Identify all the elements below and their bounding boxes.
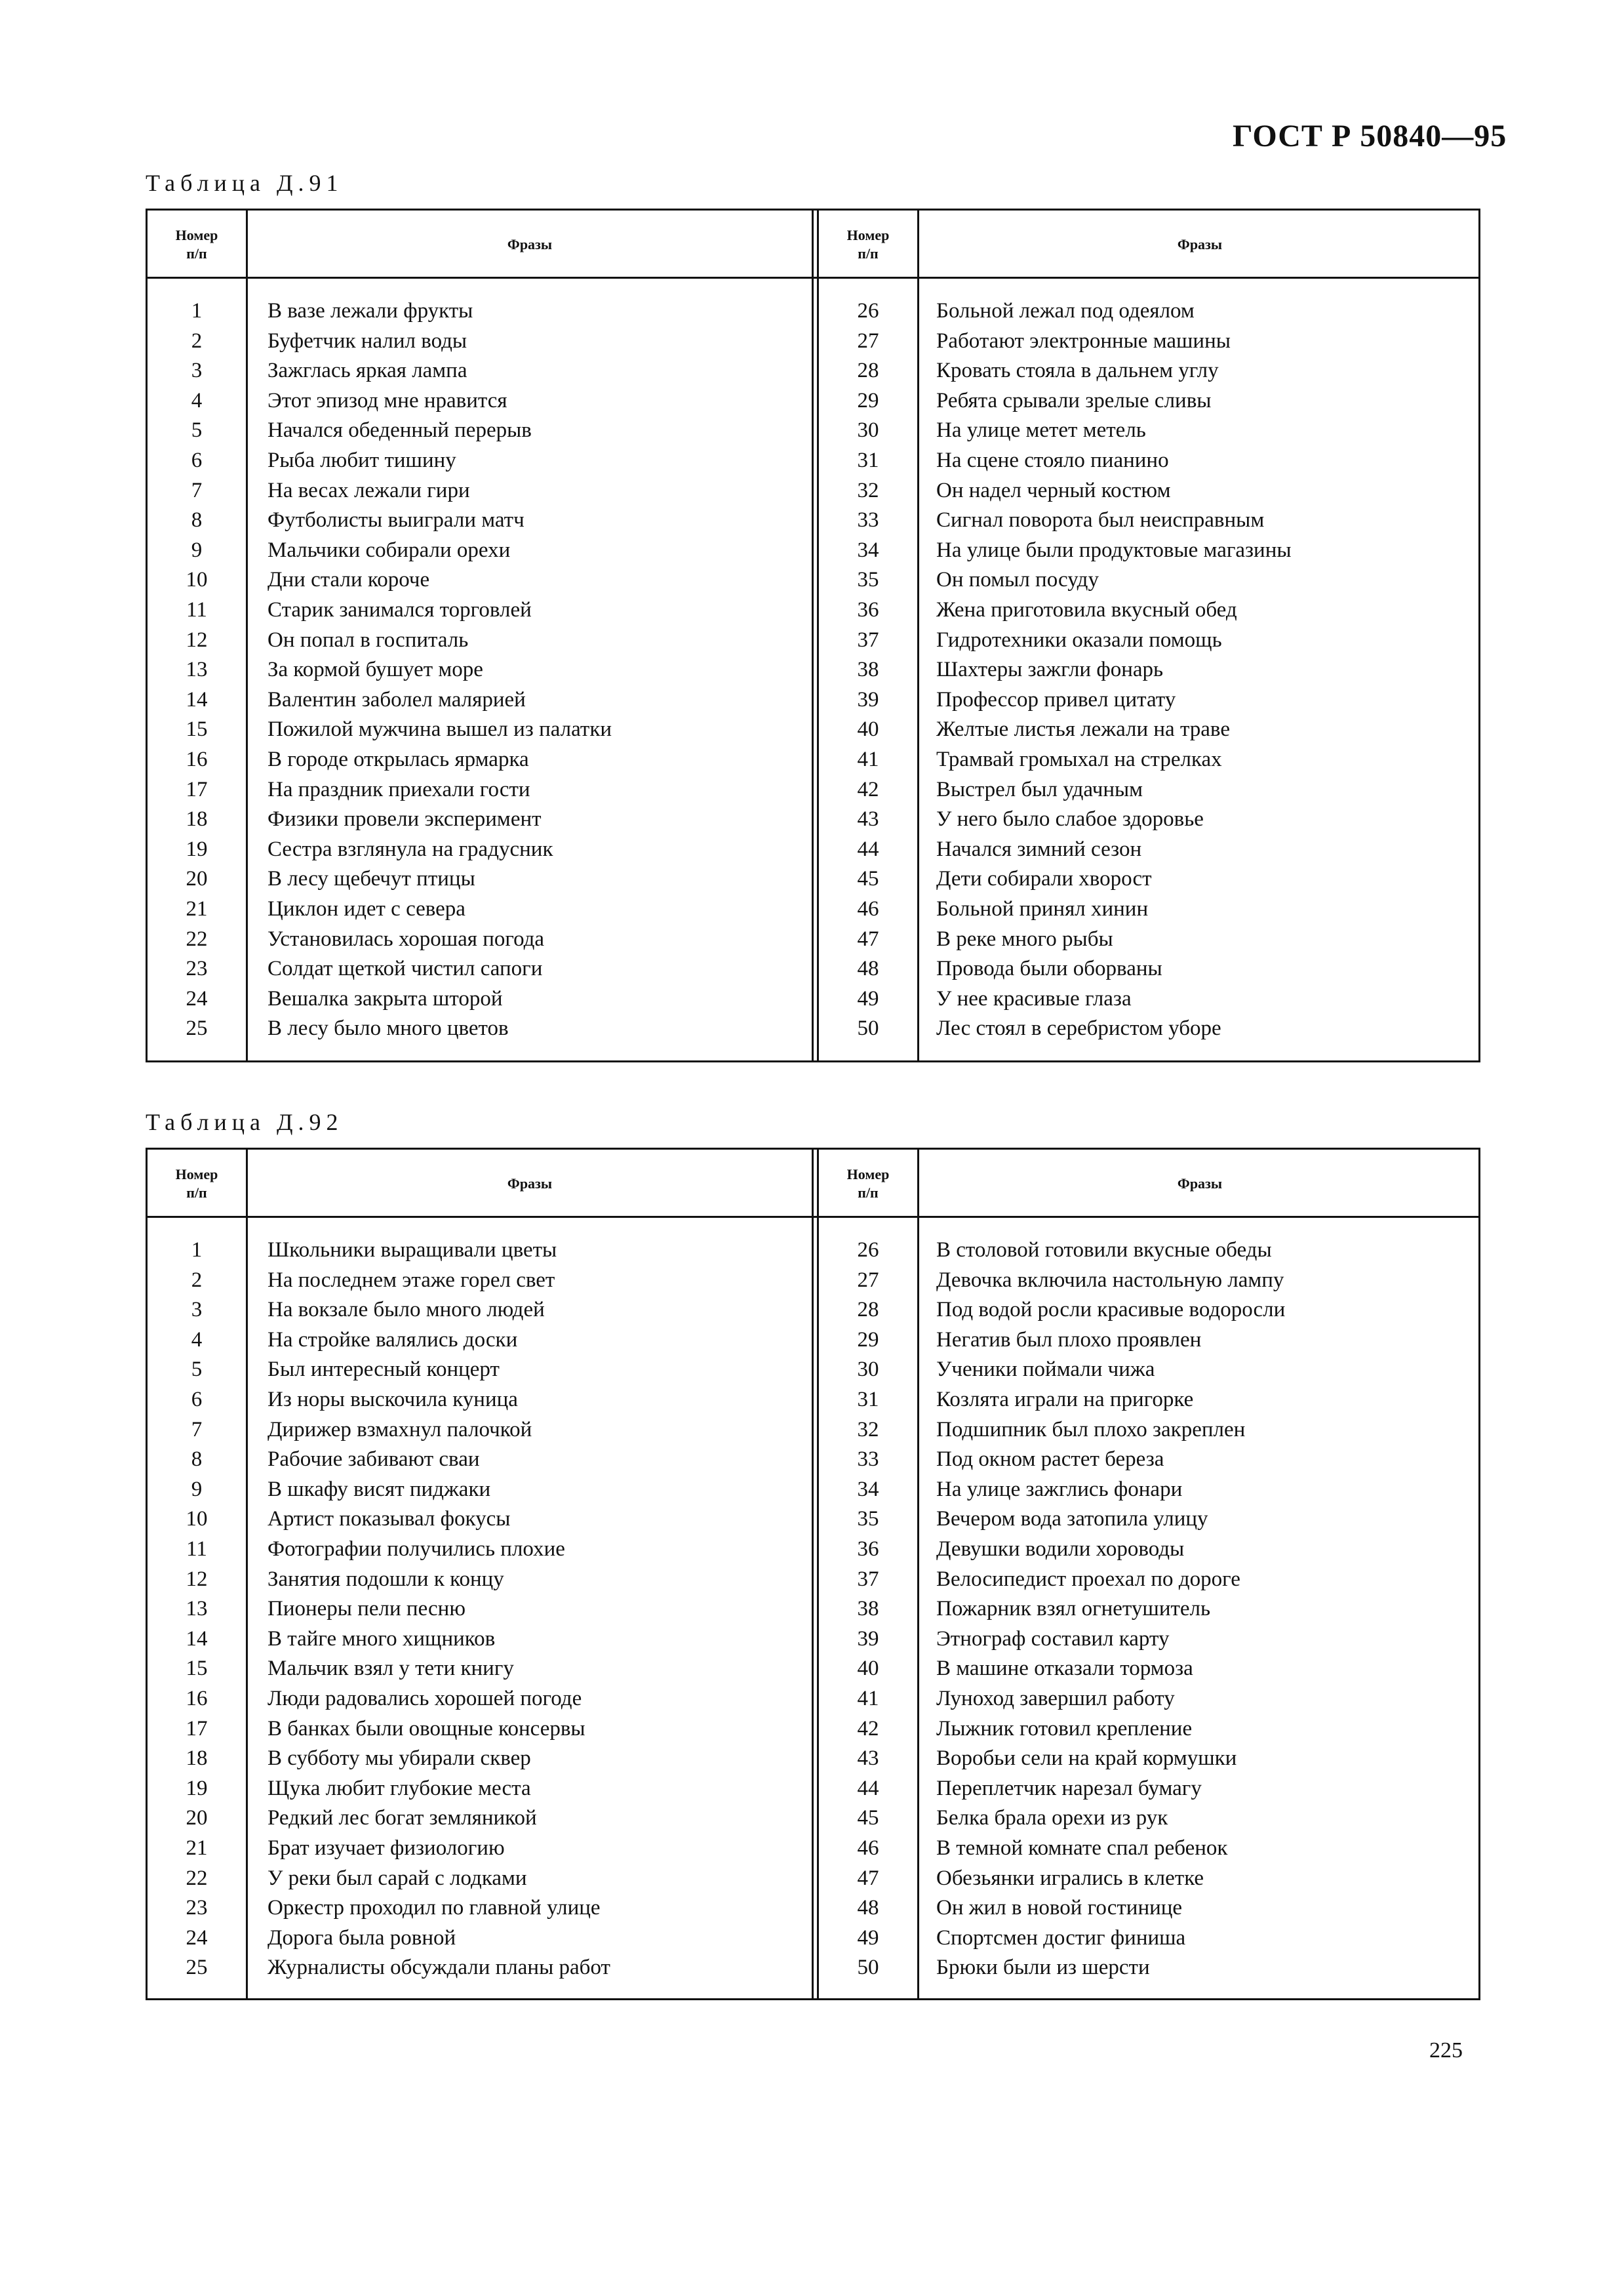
phrase-text: В лесу было много цветов: [267, 1017, 509, 1041]
table-row: [148, 1743, 1478, 1773]
table-row: [148, 864, 1478, 894]
table-row: [148, 685, 1478, 715]
phrase-text: Фотографии получились плохие: [267, 1537, 565, 1561]
table-row: [148, 834, 1478, 864]
phrase-text: Он надел черный костюм: [936, 478, 1171, 502]
row-number: 33: [857, 508, 879, 533]
row-number: 46: [857, 897, 879, 921]
row-number: 19: [186, 1776, 208, 1800]
row-number: 47: [857, 1866, 879, 1890]
row-number: 13: [186, 1597, 208, 1621]
row-number: 41: [857, 1687, 879, 1710]
table-row: [148, 924, 1478, 954]
table-row: [148, 1863, 1478, 1893]
row-number: 45: [857, 1806, 879, 1830]
phrase-text: Трамвай громыхал на стрелках: [936, 748, 1222, 771]
table-row: [148, 1013, 1478, 1043]
phrase-text: Сигнал поворота был неисправным: [936, 508, 1265, 533]
table-row: [148, 1444, 1478, 1474]
row-number: 15: [186, 717, 208, 742]
header-number: Номер п/п: [846, 1166, 890, 1201]
table-row: [148, 1295, 1478, 1325]
row-number: 48: [857, 957, 879, 981]
table-row: [148, 1923, 1478, 1953]
row-number: 10: [186, 1507, 208, 1531]
row-number: 6: [191, 449, 203, 472]
header-phrases: Фразы: [1177, 236, 1223, 252]
phrase-text: Вешалка закрыта шторой: [267, 986, 503, 1011]
page-number: 225: [1429, 2038, 1463, 2063]
table-row: [148, 1474, 1478, 1504]
row-number: 39: [857, 687, 879, 712]
phrase-text: Козлята играли на пригорке: [936, 1388, 1194, 1411]
table-row: [148, 565, 1478, 595]
row-number: 35: [857, 568, 879, 592]
row-number: 5: [191, 1358, 203, 1382]
table-row: [148, 1564, 1478, 1594]
phrase-text: На вокзале было много людей: [267, 1298, 545, 1322]
row-number: 28: [857, 359, 879, 383]
row-number: 21: [186, 897, 208, 921]
row-number: 11: [186, 1537, 207, 1561]
table-row: [148, 386, 1478, 416]
row-number: 13: [186, 658, 208, 682]
row-number: 4: [191, 1327, 203, 1352]
phrase-text: Был интересный концерт: [267, 1358, 500, 1382]
table-row: [148, 475, 1478, 506]
row-number: 18: [186, 807, 208, 832]
phrase-text: Лес стоял в серебристом уборе: [936, 1017, 1221, 1041]
table-d92: [146, 1148, 1480, 2000]
phrase-text: Он помыл посуду: [936, 568, 1099, 592]
row-number: 20: [186, 867, 208, 891]
row-number: 49: [857, 986, 879, 1011]
phrase-text: На сцене стояло пианино: [936, 449, 1169, 472]
phrase-text: Рабочие забивают сваи: [267, 1447, 480, 1472]
phrase-text: У реки был сарай с лодками: [267, 1866, 527, 1890]
row-number: 17: [186, 777, 208, 801]
row-number: 7: [191, 1417, 203, 1441]
phrase-text: На улице метет метель: [936, 418, 1146, 443]
phrase-text: Дорога была ровной: [267, 1925, 456, 1950]
phrase-text: В городе открылась ярмарка: [267, 748, 529, 771]
row-number: 26: [857, 1238, 879, 1262]
phrase-text: В столовой готовили вкусные обеды: [936, 1238, 1272, 1262]
table-row: [148, 1952, 1478, 1983]
row-number: 32: [857, 478, 879, 502]
row-number: 41: [857, 748, 879, 771]
row-number: 38: [857, 658, 879, 682]
row-number: 10: [186, 568, 208, 592]
phrase-text: Журналисты обсуждали планы работ: [267, 1956, 610, 1980]
table-row: [148, 804, 1478, 834]
phrase-text: На праздник приехали гости: [267, 777, 530, 801]
phrase-text: У него было слабое здоровье: [936, 807, 1204, 832]
row-number: 36: [857, 1537, 879, 1561]
row-number: 47: [857, 927, 879, 951]
phrase-text: Лыжник готовил крепление: [936, 1716, 1193, 1741]
phrase-text: Он жил в новой гостинице: [936, 1896, 1183, 1920]
row-number: 3: [191, 359, 203, 383]
table-row: [148, 1415, 1478, 1445]
row-number: 46: [857, 1836, 879, 1860]
phrase-text: Желтые листья лежали на траве: [936, 717, 1230, 742]
phrase-text: Люди радовались хорошей погоде: [267, 1687, 582, 1710]
table-row: [148, 625, 1478, 655]
phrase-text: В вазе лежали фрукты: [267, 299, 473, 323]
row-number: 8: [191, 1447, 203, 1472]
phrase-text: На стройке валялись доски: [267, 1327, 518, 1352]
row-number: 22: [186, 1866, 208, 1890]
phrase-text: На улице зажглись фонари: [936, 1477, 1183, 1501]
header-phrases: Фразы: [507, 1175, 553, 1192]
row-number: 37: [857, 1567, 879, 1591]
phrase-text: Установилась хорошая погода: [267, 927, 545, 951]
table-row: [148, 1624, 1478, 1654]
header-number: Номер п/п: [175, 227, 218, 262]
phrase-text: Больной принял хинин: [936, 897, 1149, 921]
row-number: 29: [857, 388, 879, 413]
row-number: 40: [857, 1657, 879, 1681]
table-row: [148, 296, 1478, 326]
table-row: [148, 954, 1478, 984]
phrase-text: Девушки водили хороводы: [936, 1537, 1185, 1561]
row-number: 1: [191, 299, 203, 323]
phrase-text: Пионеры пели песню: [267, 1597, 465, 1621]
table-row: [148, 1265, 1478, 1295]
row-number: 16: [186, 1687, 208, 1710]
phrase-text: Велосипедист проехал по дороге: [936, 1567, 1240, 1591]
row-number: 39: [857, 1626, 879, 1651]
phrase-text: Пожарник взял огнетушитель: [936, 1597, 1211, 1621]
phrase-text: Негатив был плохо проявлен: [936, 1327, 1202, 1352]
phrase-text: Школьники выращивали цветы: [267, 1238, 557, 1262]
table-caption-d92: Таблица Д.92: [146, 1109, 344, 1135]
row-number: 42: [857, 777, 879, 801]
phrase-text: За кормой бушует море: [267, 658, 483, 682]
phrase-text: В лесу щебечут птицы: [267, 867, 475, 891]
phrase-text: Занятия подошли к концу: [267, 1567, 504, 1591]
phrase-text: Луноход завершил работу: [936, 1687, 1175, 1710]
row-number: 37: [857, 628, 879, 652]
phrase-text: Дети собирали хворост: [936, 867, 1152, 891]
row-number: 5: [191, 418, 203, 443]
row-number: 21: [186, 1836, 208, 1860]
row-number: 4: [191, 388, 203, 413]
table-row: [148, 415, 1478, 445]
phrase-text: Рыба любит тишину: [267, 449, 456, 472]
phrase-text: Буфетчик налил воды: [267, 329, 467, 353]
row-number: 44: [857, 1776, 879, 1800]
row-number: 14: [186, 1626, 208, 1651]
table-row: [148, 894, 1478, 924]
phrase-text: В банках были овощные консервы: [267, 1716, 585, 1741]
phrase-text: Кровать стояла в дальнем углу: [936, 359, 1219, 383]
table-row: [148, 326, 1478, 356]
phrase-text: В машине отказали тормоза: [936, 1657, 1193, 1681]
row-number: 1: [191, 1238, 203, 1262]
row-number: 28: [857, 1298, 879, 1322]
phrase-text: В субботу мы убирали сквер: [267, 1746, 531, 1771]
phrase-text: В темной комнате спал ребенок: [936, 1836, 1228, 1860]
row-number: 25: [186, 1017, 208, 1041]
phrase-text: Старик занимался торговлей: [267, 598, 532, 622]
row-number: 11: [186, 598, 207, 622]
phrase-text: Белка брала орехи из рук: [936, 1806, 1168, 1830]
phrase-text: Из норы выскочила куница: [267, 1388, 518, 1411]
row-number: 23: [186, 957, 208, 981]
table-row: [148, 1803, 1478, 1833]
table-row: [148, 1653, 1478, 1683]
phrase-text: Под водой росли красивые водоросли: [936, 1298, 1286, 1322]
table-row: [148, 445, 1478, 475]
table-row: [148, 595, 1478, 625]
phrase-text: Подшипник был плохо закреплен: [936, 1417, 1246, 1441]
phrase-text: Дни стали короче: [267, 568, 430, 592]
document-code: ГОСТ Р 50840—95: [1233, 119, 1507, 153]
row-number: 30: [857, 418, 879, 443]
phrase-text: Сестра взглянула на градусник: [267, 837, 553, 861]
table-row: [148, 1773, 1478, 1803]
row-number: 17: [186, 1716, 208, 1741]
table-row: [148, 355, 1478, 386]
phrase-text: В реке много рыбы: [936, 927, 1113, 951]
header-number: Номер п/п: [175, 1166, 218, 1201]
phrase-text: Ученики поймали чижа: [936, 1358, 1155, 1382]
table-row: [148, 505, 1478, 535]
phrase-text: Мальчик взял у тети книгу: [267, 1657, 514, 1681]
row-number: 15: [186, 1657, 208, 1681]
row-number: 16: [186, 748, 208, 771]
table-row: [148, 744, 1478, 775]
table-row: [148, 1714, 1478, 1744]
row-number: 38: [857, 1597, 879, 1621]
row-number: 43: [857, 807, 879, 832]
header-phrases: Фразы: [1177, 1175, 1223, 1192]
phrase-text: На улице были продуктовые магазины: [936, 538, 1292, 562]
phrase-text: В шкафу висят пиджаки: [267, 1477, 491, 1501]
phrase-text: Артист показывал фокусы: [267, 1507, 511, 1531]
table-caption-d91: Таблица Д.91: [146, 170, 344, 196]
row-number: 42: [857, 1716, 879, 1741]
row-number: 30: [857, 1358, 879, 1382]
row-number: 43: [857, 1746, 879, 1771]
phrase-text: Больной лежал под одеялом: [936, 299, 1195, 323]
row-number: 50: [857, 1017, 879, 1041]
row-number: 22: [186, 927, 208, 951]
row-number: 8: [191, 508, 203, 533]
phrase-text: Дирижер взмахнул палочкой: [267, 1417, 532, 1441]
phrase-text: В тайге много хищников: [267, 1626, 496, 1651]
phrase-text: Выстрел был удачным: [936, 777, 1143, 801]
row-number: 20: [186, 1806, 208, 1830]
phrase-text: Брюки были из шерсти: [936, 1956, 1150, 1980]
row-number: 27: [857, 329, 879, 353]
row-number: 12: [186, 1567, 208, 1591]
phrase-text: На последнем этаже горел свет: [267, 1268, 555, 1292]
phrase-text: Провода были оборваны: [936, 957, 1162, 981]
row-number: 32: [857, 1417, 879, 1441]
row-number: 3: [191, 1298, 203, 1322]
row-number: 26: [857, 299, 879, 323]
row-number: 40: [857, 717, 879, 742]
phrase-text: Воробьи сели на край кормушки: [936, 1746, 1237, 1771]
header-number: Номер п/п: [846, 227, 890, 262]
phrase-text: Начался обеденный перерыв: [267, 418, 532, 443]
row-number: 31: [857, 449, 879, 472]
phrase-text: Валентин заболел малярией: [267, 687, 526, 712]
phrase-text: Оркестр проходил по главной улице: [267, 1896, 601, 1920]
row-number: 33: [857, 1447, 879, 1472]
phrase-text: Спортсмен достиг финиша: [936, 1925, 1186, 1950]
phrase-text: Гидротехники оказали помощь: [936, 628, 1222, 652]
table-row: [148, 1683, 1478, 1714]
row-number: 34: [857, 1477, 879, 1501]
phrase-text: Шахтеры зажгли фонарь: [936, 658, 1164, 682]
phrase-text: Под окном растет береза: [936, 1447, 1164, 1472]
row-number: 19: [186, 837, 208, 861]
row-number: 7: [191, 478, 203, 502]
table-row: [148, 535, 1478, 565]
phrase-text: Профессор привел цитату: [936, 687, 1176, 712]
phrase-text: На весах лежали гири: [267, 478, 470, 502]
row-number: 29: [857, 1327, 879, 1352]
row-number: 2: [191, 1268, 203, 1292]
row-number: 9: [191, 1477, 203, 1501]
table-row: [148, 714, 1478, 744]
phrase-text: Вечером вода затопила улицу: [936, 1507, 1208, 1531]
row-number: 35: [857, 1507, 879, 1531]
table-row: [148, 775, 1478, 805]
phrase-text: Зажглась яркая лампа: [267, 359, 467, 383]
row-number: 45: [857, 867, 879, 891]
row-number: 23: [186, 1896, 208, 1920]
row-number: 6: [191, 1388, 203, 1411]
phrase-text: Девочка включила настольную лампу: [936, 1268, 1284, 1292]
phrase-text: Футболисты выиграли матч: [267, 508, 525, 533]
table-row: [148, 1504, 1478, 1534]
phrase-text: Солдат щеткой чистил сапоги: [267, 957, 543, 981]
phrase-text: Этот эпизод мне нравится: [267, 388, 507, 413]
row-number: 36: [857, 598, 879, 622]
phrase-text: Обезьянки игрались в клетке: [936, 1866, 1204, 1890]
row-number: 49: [857, 1925, 879, 1950]
row-number: 50: [857, 1956, 879, 1980]
phrase-text: Циклон идет с севера: [267, 897, 465, 921]
table-row: [148, 1354, 1478, 1384]
row-number: 44: [857, 837, 879, 861]
table-row: [148, 1893, 1478, 1923]
phrase-text: Пожилой мужчина вышел из палатки: [267, 717, 612, 742]
phrase-text: Ребята срывали зрелые сливы: [936, 388, 1212, 413]
header-phrases: Фразы: [507, 236, 553, 252]
row-number: 25: [186, 1956, 208, 1980]
table-row: [148, 1594, 1478, 1624]
phrase-text: Начался зимний сезон: [936, 837, 1142, 861]
row-number: 24: [186, 1925, 208, 1950]
phrase-text: Щука любит глубокие места: [267, 1776, 531, 1800]
table-row: [148, 1384, 1478, 1415]
row-number: 24: [186, 986, 208, 1011]
phrase-text: Жена приготовила вкусный обед: [936, 598, 1237, 622]
phrase-text: Переплетчик нарезал бумагу: [936, 1776, 1202, 1800]
row-number: 12: [186, 628, 208, 652]
table-row: [148, 655, 1478, 685]
row-number: 14: [186, 687, 208, 712]
phrase-text: Работают электронные машины: [936, 329, 1231, 353]
table-d91: [146, 209, 1480, 1062]
table-row: [148, 1325, 1478, 1355]
row-number: 18: [186, 1746, 208, 1771]
row-number: 9: [191, 538, 203, 562]
row-number: 27: [857, 1268, 879, 1292]
table-row: [148, 984, 1478, 1014]
row-number: 48: [857, 1896, 879, 1920]
table-row: [148, 1534, 1478, 1564]
table-row: [148, 1833, 1478, 1863]
row-number: 31: [857, 1388, 879, 1411]
row-number: 34: [857, 538, 879, 562]
table-row: [148, 1235, 1478, 1265]
phrase-text: Он попал в госпиталь: [267, 628, 469, 652]
phrase-text: У нее красивые глаза: [936, 986, 1132, 1011]
row-number: 2: [191, 329, 203, 353]
phrase-text: Физики провели эксперимент: [267, 807, 542, 832]
phrase-text: Этнограф составил карту: [936, 1626, 1170, 1651]
phrase-text: Мальчики собирали орехи: [267, 538, 511, 562]
phrase-text: Редкий лес богат земляникой: [267, 1806, 537, 1830]
phrase-text: Брат изучает физиологию: [267, 1836, 505, 1860]
